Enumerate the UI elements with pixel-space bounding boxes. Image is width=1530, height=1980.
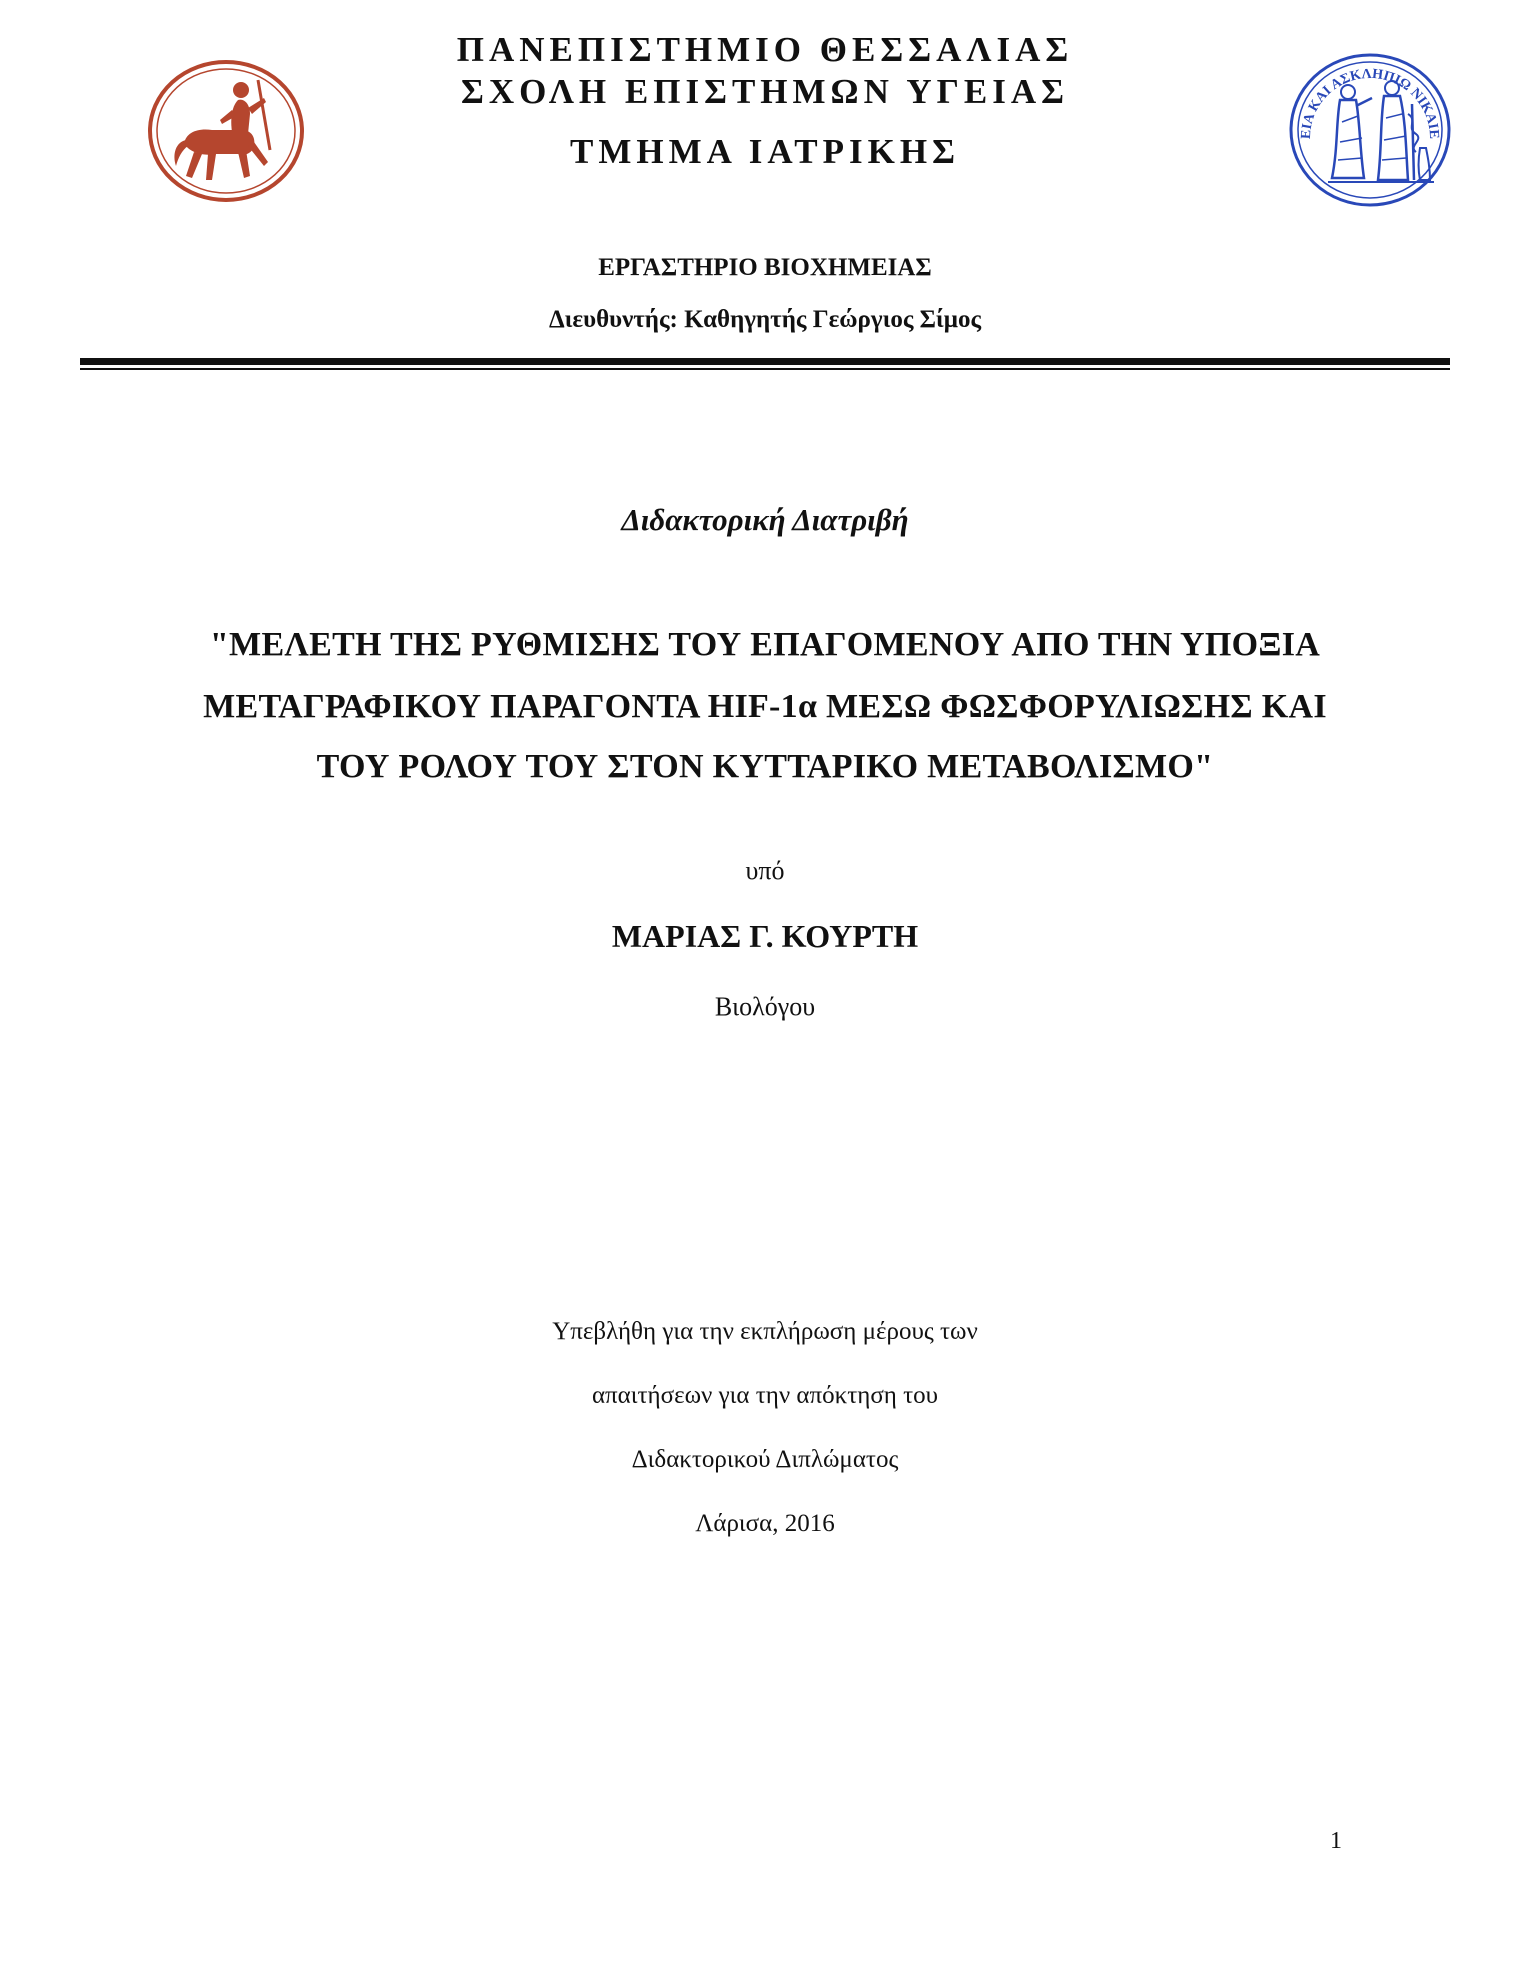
laboratory-name: ΕΡΓΑΣΤΗΡΙΟ ΒΙΟΧΗΜΕΙΑΣ (598, 254, 932, 281)
author-name: ΜΑΡΙΑΣ Γ. ΚΟΥΡΤΗ (611, 918, 919, 954)
laboratory-director: Διευθυντής: Καθηγητής Γεώργιος Σίμος (549, 306, 981, 333)
submission-line-2: απαιτήσεων για την απόκτηση του (591, 1382, 939, 1409)
author-role: Βιολόγου (714, 992, 816, 1021)
submission-line-3: Διδακτορικού Διπλώματος (631, 1446, 899, 1473)
by-label: υπό (745, 856, 785, 885)
thesis-type: Διδακτορική Διατριβή (621, 502, 909, 537)
submission-line-1: Υπεβλήθη για την εκπλήρωση μέρους των (552, 1318, 978, 1345)
thesis-title-line-1: "ΜΕΛΕΤΗ ΤΗΣ ΡΥΘΜΙΣΗΣ ΤΟΥ ΕΠΑΓΟΜΕΝΟΥ ΑΠΟ ΤΗΝ ΥΠΟΞΙΑ (209, 626, 1321, 663)
university-name: ΠΑΝΕΠΙΣΤΗΜΙΟ ΘΕΣΣΑΛΙΑΣ (456, 30, 1074, 69)
header-rule-thick (80, 358, 1450, 365)
page-number: 1 (1330, 1828, 1342, 1854)
department-name: ΤΜΗΜΑ ΙΑΤΡΙΚΗΣ (570, 132, 960, 171)
thesis-title-line-3: ΤΟΥ ΡΟΛΟΥ ΤΟΥ ΣΤΟΝ ΚΥΤΤΑΡΙΚΟ ΜΕΤΑΒΟΛΙΣΜΟ" (316, 748, 1214, 785)
school-name: ΣΧΟΛΗ ΕΠΙΣΤΗΜΩΝ ΥΓΕΙΑΣ (461, 72, 1069, 111)
place-and-year: Λάρισα, 2016 (695, 1510, 835, 1537)
header-rule-thin (80, 368, 1450, 370)
thesis-title-line-2: ΜΕΤΑΓΡΑΦΙΚΟΥ ΠΑΡΑΓΟΝΤΑ HIF-1α ΜΕΣΩ ΦΩΣΦΟΡΥΛΙΩΣΗΣ ΚΑΙ (203, 688, 1327, 725)
seal-inscription: ΕΙΑ ΚΑΙ ΑΣΚΛΗΠΙΩ ΝΙΚΑΙΕ (1298, 66, 1442, 140)
